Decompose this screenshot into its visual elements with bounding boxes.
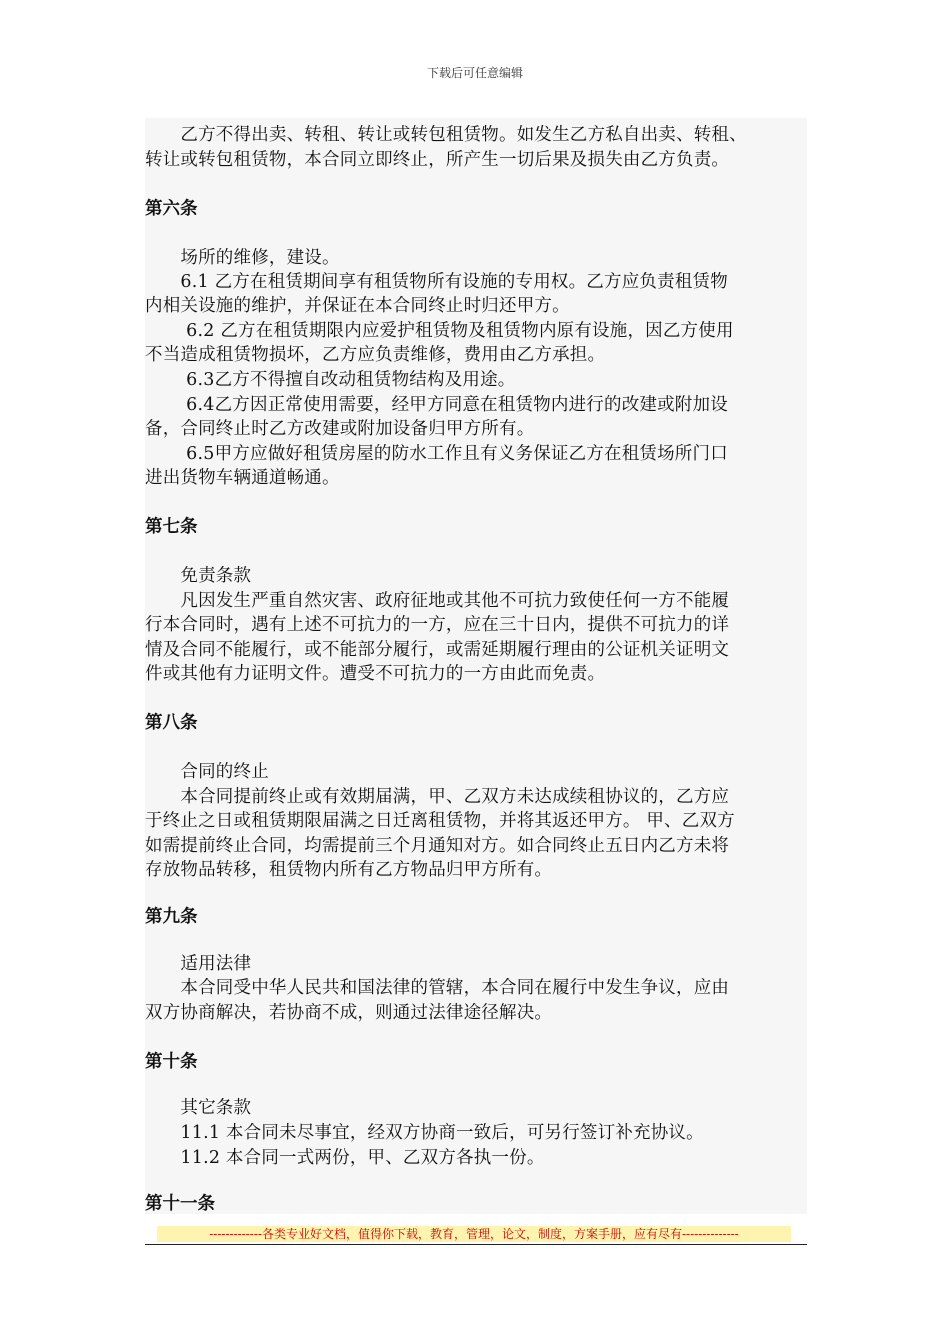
paragraph-line: 双方协商解决，若协商不成，则通过法律途径解决。 [145, 1003, 553, 1023]
paragraph-line: 如需提前终止合同，均需提前三个月通知对方。如合同终止五日内乙方未将 [145, 836, 730, 856]
page-header: 下载后可任意编辑 [426, 66, 523, 80]
paragraph-line: 转让或转包租赁物，本合同立即终止，所产生一切后果及损失由乙方负责。 [145, 150, 730, 170]
document-body [145, 118, 807, 1214]
paragraph-line: 11.1 本合同未尽事宜，经双方协商一致后，可另行签订补充协议。 [145, 1123, 704, 1143]
article-heading-7: 第七条 [145, 517, 198, 537]
paragraph-line: 其它条款 [145, 1098, 252, 1118]
paragraph-line: 11.2 本合同一式两份，甲、乙双方各执一份。 [145, 1148, 545, 1168]
paragraph-line: 6.3乙方不得擅自改动租赁物结构及用途。 [145, 370, 516, 390]
paragraph-line: 备，合同终止时乙方改建或附加设备归甲方所有。 [145, 419, 535, 439]
paragraph-line: 凡因发生严重自然灾害、政府征地或其他不可抗力致使任何一方不能履 [145, 591, 730, 611]
paragraph-line: 场所的维修，建设。 [145, 248, 340, 268]
paragraph-line: 本合同受中华人民共和国法律的管辖，本合同在履行中发生争议，应由 [145, 978, 730, 998]
paragraph-line: 内相关设施的维护，并保证在本合同终止时归还甲方。 [145, 296, 570, 316]
paragraph-line: 情及合同不能履行，或不能部分履行，或需延期履行理由的公证机关证明文 [145, 640, 730, 660]
paragraph-line: 适用法律 [145, 954, 252, 974]
paragraph-line: 于终止之日或租赁期限届满之日迁离租赁物，并将其返还甲方。 甲、乙双方 [145, 811, 735, 831]
paragraph-line: 免责条款 [145, 566, 252, 586]
paragraph-line: 6.1 乙方在租赁期间享有租赁物所有设施的专用权。乙方应负责租赁物 [145, 272, 728, 292]
article-heading-11: 第十一条 [145, 1194, 215, 1214]
paragraph-line: 合同的终止 [145, 762, 269, 782]
paragraph-line: 不当造成租赁物损坏，乙方应负责维修，费用由乙方承担。 [145, 345, 606, 365]
article-heading-10: 第十条 [145, 1052, 198, 1072]
paragraph-line: 6.4乙方因正常使用需要，经甲方同意在租赁物内进行的改建或附加设 [145, 395, 728, 415]
paragraph-line: 进出货物车辆通道畅通。 [145, 468, 340, 488]
paragraph-line: 乙方不得出卖、转租、转让或转包租赁物。如发生乙方私自出卖、转租、 [145, 125, 747, 145]
paragraph-line: 6.2 乙方在租赁期限内应爱护租赁物及租赁物内原有设施，因乙方使用 [145, 321, 734, 341]
paragraph-line: 本合同提前终止或有效期届满，甲、乙双方未达成续租协议的，乙方应 [145, 787, 730, 807]
paragraph-line: 件或其他有力证明文件。遭受不可抗力的一方由此而免责。 [145, 664, 606, 684]
footer-banner: -------------各类专业好文档，值得你下载，教育，管理，论文，制度，方案手册，应有尽有-------------- [209, 1227, 739, 1241]
paragraph-line: 存放物品转移，租赁物内所有乙方物品归甲方所有。 [145, 860, 553, 880]
footer-rule [145, 1244, 807, 1245]
article-heading-6: 第六条 [145, 199, 198, 219]
paragraph-line: 6.5甲方应做好租赁房屋的防水工作且有义务保证乙方在租赁场所门口 [145, 444, 728, 464]
article-heading-8: 第八条 [145, 713, 198, 733]
paragraph-line: 行本合同时，遇有上述不可抗力的一方，应在三十日内，提供不可抗力的详 [145, 615, 730, 635]
article-heading-9: 第九条 [145, 907, 198, 927]
